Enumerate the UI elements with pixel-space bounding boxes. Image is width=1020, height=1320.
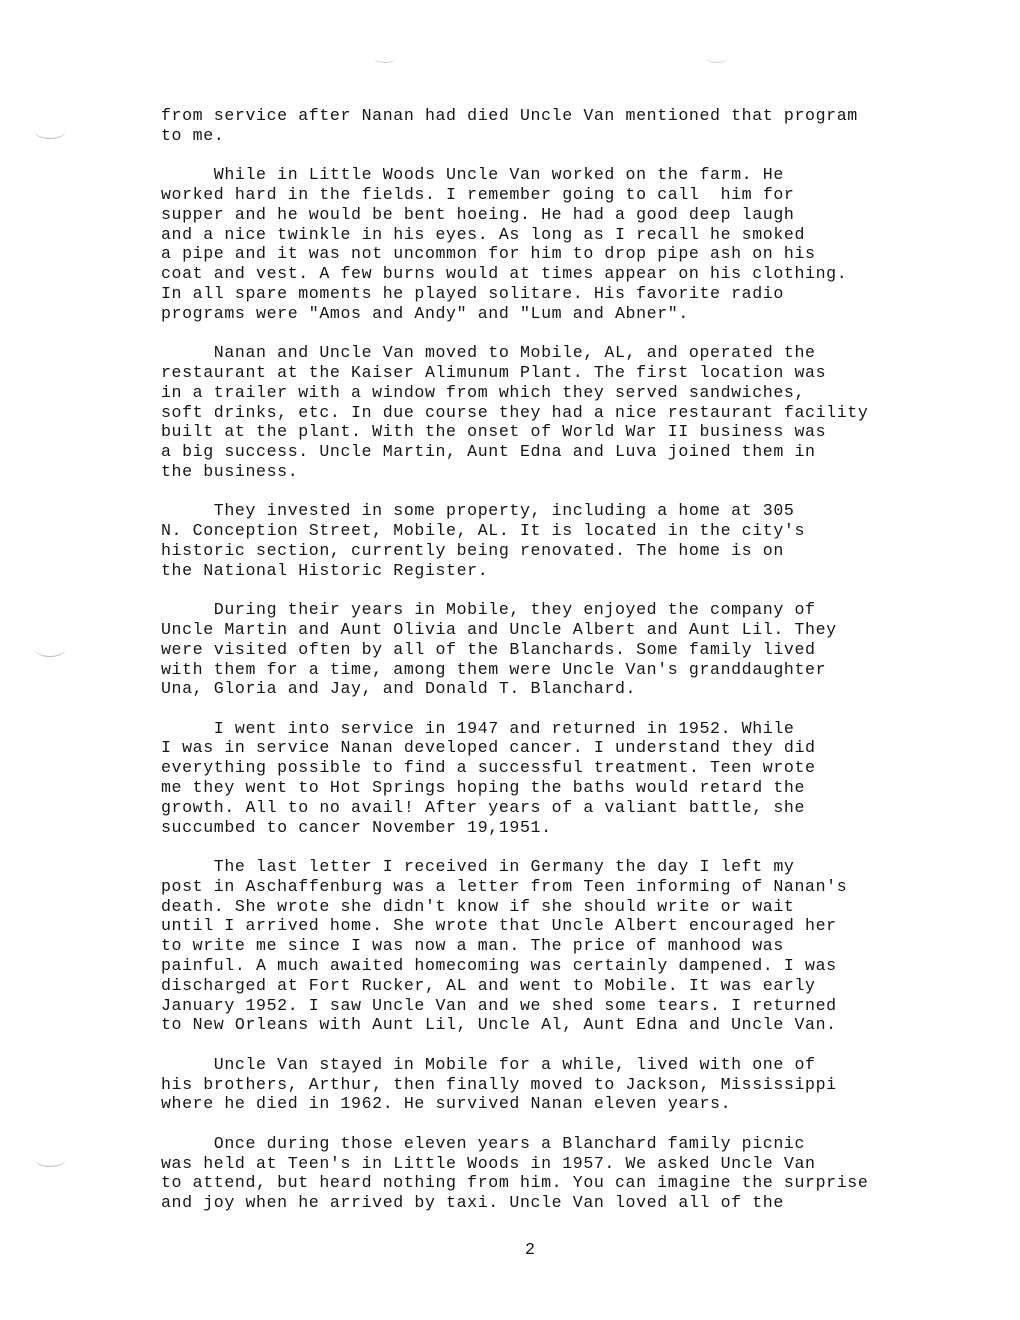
punch-hole-mark (34, 122, 66, 139)
text-line: until I arrived home. She wrote that Uncle Albert encouraged her (161, 916, 837, 936)
text-line: with them for a time, among them were Uncle Van's granddaughter (161, 659, 827, 679)
page-number: 2 (525, 1240, 535, 1259)
text-line: to write me since I was now a man. The price of manhood was (161, 936, 784, 956)
text-line: worked hard in the fields. I remember going to call him for (161, 184, 795, 204)
text-line: was held at Teen's in Little Woods in 1957. We asked Uncle Van (161, 1153, 816, 1173)
text-line: programs were "Amos and Andy" and "Lum and Abner". (161, 303, 689, 323)
text-line: Una, Gloria and Jay, and Donald T. Blanchard. (161, 679, 637, 699)
text-line: Once during those eleven years a Blanchard family picnic (161, 1133, 806, 1153)
text-line: I was in service Nanan developed cancer. I understand they did (161, 738, 816, 758)
text-line: his brothers, Arthur, then finally moved to Jackson, Mississippi (161, 1074, 837, 1094)
text-line: to New Orleans with Aunt Lil, Uncle Al, Aunt Edna and Uncle Van. (161, 1015, 837, 1035)
paragraph (161, 343, 981, 482)
text-line: a pipe and it was not uncommon for him to drop pipe ash on his (161, 244, 816, 264)
punch-hole-mark (34, 640, 66, 657)
paragraph (161, 719, 981, 838)
text-line: from service after Nanan had died Uncle Van mentioned that program (161, 106, 858, 125)
text-line: the business. (161, 461, 299, 481)
text-line: growth. All to no avail! After years of a valiant battle, she (161, 797, 806, 817)
paragraph (161, 165, 981, 323)
text-line: were visited often by all of the Blanchards. Some family lived (161, 639, 816, 659)
scan-artifact-mark (374, 52, 396, 63)
text-line: Uncle Martin and Aunt Olivia and Uncle Albert and Aunt Lil. They (161, 619, 837, 639)
scan-artifact-mark (706, 52, 728, 63)
paragraph (161, 501, 981, 580)
text-line: supper and he would be bent hoeing. He had a good deep laugh (161, 204, 795, 224)
text-line: a big success. Uncle Martin, Aunt Edna and Luva joined them in (161, 442, 816, 462)
text-line: me they went to Hot Springs hoping the baths would retard the (161, 778, 806, 798)
text-line: painful. A much awaited homecoming was certainly dampened. I was (161, 956, 837, 976)
text-line: restaurant at the Kaiser Alimunum Plant. The first location was (161, 362, 827, 382)
text-line: N. Conception Street, Mobile, AL. It is located in the city's (161, 521, 806, 541)
paragraph (161, 106, 981, 146)
text-line: in a trailer with a window from which they served sandwiches, (161, 382, 806, 402)
text-line: In all spare moments he played solitare. His favorite radio (161, 283, 784, 303)
text-line: death. She wrote she didn't know if she should write or wait (161, 896, 795, 916)
text-line: They invested in some property, including a home at 305 (161, 501, 795, 521)
text-line: Nanan and Uncle Van moved to Mobile, AL, and operated the (161, 343, 816, 363)
paragraph (161, 857, 981, 1035)
text-line: and joy when he arrived by taxi. Uncle Van loved all of the (161, 1193, 784, 1213)
text-line: succumbed to cancer November 19,1951. (161, 817, 552, 837)
text-line: historic section, currently being renovated. The home is on (161, 540, 784, 560)
text-line: the National Historic Register. (161, 560, 489, 580)
text-line: During their years in Mobile, they enjoyed the company of (161, 600, 816, 620)
text-line: soft drinks, etc. In due course they had a nice restaurant facility (161, 402, 869, 422)
paragraph (161, 1055, 981, 1114)
text-line: discharged at Fort Rucker, AL and went to Mobile. It was early (161, 975, 816, 995)
paragraph (161, 1134, 981, 1213)
text-line: I went into service in 1947 and returned in 1952. While (161, 718, 795, 738)
document-body (161, 106, 981, 1213)
text-line: where he died in 1962. He survived Nanan eleven years. (161, 1094, 732, 1114)
text-line: coat and vest. A few burns would at times appear on his clothing. (161, 264, 848, 284)
text-line: and a nice twinkle in his eyes. As long as I recall he smoked (161, 224, 806, 244)
text-line: The last letter I received in Germany the day I left my (161, 857, 795, 877)
text-line: everything possible to find a successful treatment. Teen wrote (161, 758, 816, 778)
punch-hole-mark (34, 1150, 66, 1167)
text-line: January 1952. I saw Uncle Van and we shed some tears. I returned (161, 995, 837, 1015)
text-line: built at the plant. With the onset of World War II business was (161, 422, 827, 442)
text-line: While in Little Woods Uncle Van worked on the farm. He (161, 165, 784, 185)
text-line: Uncle Van stayed in Mobile for a while, lived with one of (161, 1054, 816, 1074)
text-line: to me. (161, 125, 225, 145)
text-line: post in Aschaffenburg was a letter from Teen informing of Nanan's (161, 876, 848, 896)
text-line: to attend, but heard nothing from him. You can imagine the surprise (161, 1173, 869, 1193)
paragraph (161, 600, 981, 699)
